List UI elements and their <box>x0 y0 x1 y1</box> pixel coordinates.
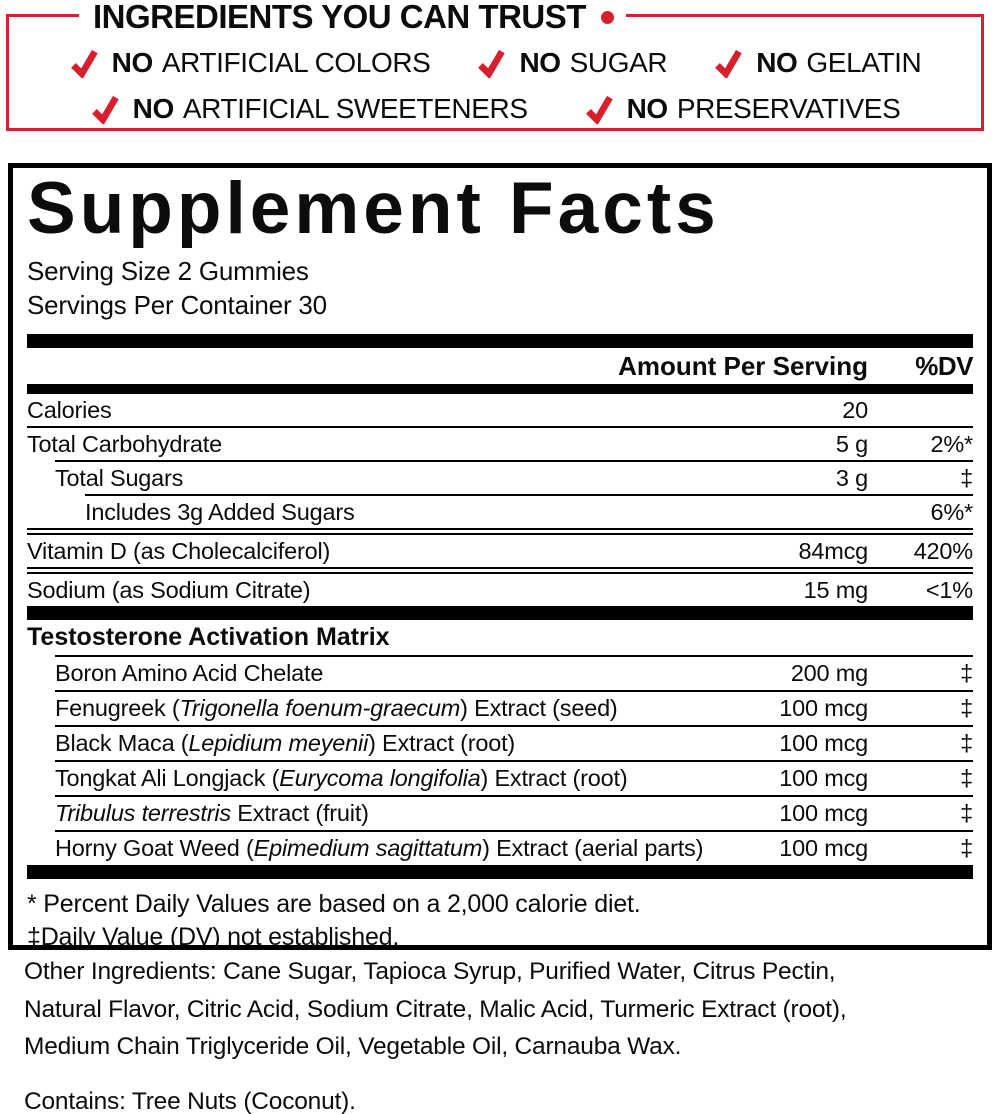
fact-dv: ‡ <box>960 695 973 721</box>
fact-row-added-sugars <box>27 496 973 528</box>
supplement-facts-panel <box>8 163 992 950</box>
thick-rule <box>27 334 973 348</box>
fact-amount: 84mcg <box>798 537 868 564</box>
trust-banner-box <box>6 0 984 131</box>
fact-dv: ‡ <box>960 730 973 756</box>
other-ingredients-line: Other Ingredients: Cane Sugar, Tapioca Syrup, Purified Water, Citrus Pectin, <box>24 958 836 985</box>
supplement-facts-title: Supplement Facts <box>27 168 720 249</box>
thick-rule <box>27 865 973 879</box>
servings-per-container: Servings Per Container 30 <box>27 290 327 320</box>
checkmark-icon <box>89 93 122 124</box>
footnote-dv: * Percent Daily Values are based on a 2,000 calorie diet. <box>27 890 641 918</box>
checkmark-icon <box>68 47 101 78</box>
contains-statement: Contains: Tree Nuts (Coconut). <box>24 1087 356 1114</box>
fact-label: Includes 3g Added Sugars <box>85 498 355 525</box>
other-ingredients-line: Medium Chain Triglyceride Oil, Vegetable Oil, Carnauba Wax. <box>24 1033 682 1060</box>
fact-label: Calories <box>27 396 112 423</box>
fact-label: Sodium (as Sodium Citrate) <box>27 576 311 603</box>
trust-item-text: PRESERVATIVES <box>676 93 901 124</box>
fact-amount: 100 mcg <box>779 835 868 861</box>
trust-item-text: GELATIN <box>806 47 922 78</box>
percent-dv-header: %DV <box>915 350 973 381</box>
fact-dv: ‡ <box>960 765 973 791</box>
matrix-row-fenugreek <box>27 692 973 725</box>
fact-dv: 420% <box>913 537 973 564</box>
no-label: NO <box>519 47 561 78</box>
trust-item-preservatives <box>584 93 901 125</box>
trust-item-gelatin <box>713 47 921 79</box>
fact-dv: ‡ <box>960 835 973 861</box>
trust-row-1 <box>9 47 981 79</box>
trust-item-sugar <box>476 47 667 79</box>
matrix-row-tribulus <box>27 797 973 830</box>
fact-dv: 6%* <box>930 498 973 525</box>
fact-label: Boron Amino Acid Chelate <box>55 660 324 686</box>
fact-dv: ‡ <box>960 464 973 491</box>
matrix-row-tongkat-ali <box>27 762 973 795</box>
fact-dv: ‡ <box>960 800 973 826</box>
amount-per-serving-header: Amount Per Serving <box>618 350 868 381</box>
fact-row-vitamin-d <box>27 535 973 567</box>
no-label: NO <box>111 47 153 78</box>
fact-amount: 100 mcg <box>779 730 868 756</box>
matrix-row-boron <box>27 657 973 690</box>
trust-item-artificial-sweeteners <box>90 93 528 125</box>
fact-label: Tribulus terrestris Extract (fruit) <box>55 800 369 826</box>
checkmark-icon <box>712 47 745 78</box>
other-ingredients-section <box>24 953 986 1114</box>
no-label: NO <box>626 93 668 124</box>
fact-label: Total Carbohydrate <box>27 430 222 457</box>
fact-amount: 100 mcg <box>779 800 868 826</box>
trust-row-2 <box>9 93 981 125</box>
fact-amount: 100 mcg <box>779 765 868 791</box>
other-ingredients-line: Natural Flavor, Citric Acid, Sodium Citrate, Malic Acid, Turmeric Extract (root), <box>24 995 847 1023</box>
trust-item-text: ARTIFICIAL COLORS <box>161 47 431 78</box>
trust-banner-title-text: INGREDIENTS YOU CAN TRUST <box>93 0 586 35</box>
fact-dv: <1% <box>925 576 973 603</box>
fact-label: Horny Goat Weed (Epimedium sagittatum) Extract (aerial parts) <box>55 835 704 861</box>
trust-banner-title <box>79 0 626 38</box>
fact-label: Total Sugars <box>55 464 184 491</box>
fact-amount: 15 mg <box>803 576 868 603</box>
fact-amount: 5 g <box>835 430 868 457</box>
fact-amount: 20 <box>842 396 868 423</box>
facts-header-row <box>27 348 973 384</box>
no-label: NO <box>756 47 798 78</box>
double-rule <box>27 528 973 535</box>
fact-label: Vitamin D (as Cholecalciferol) <box>27 537 331 564</box>
serving-size: Serving Size 2 Gummies <box>27 256 309 286</box>
fact-row-total-carbohydrate <box>27 428 973 460</box>
no-label: NO <box>132 93 174 124</box>
trust-item-text: ARTIFICIAL SWEETENERS <box>182 93 528 124</box>
matrix-row-horny-goat-weed <box>27 832 973 865</box>
thick-rule <box>27 384 973 394</box>
checkmark-icon <box>583 93 616 124</box>
matrix-row-black-maca <box>27 727 973 760</box>
fact-label: Tongkat Ali Longjack (Eurycoma longifolia) Extract (root) <box>55 765 628 791</box>
matrix-title: Testosterone Activation Matrix <box>27 623 390 651</box>
fact-amount: 100 mcg <box>779 695 868 721</box>
fact-row-total-sugars <box>27 462 973 494</box>
fact-amount: 200 mg <box>790 660 868 686</box>
fact-label: Fenugreek (Trigonella foenum-graecum) Extract (seed) <box>55 695 618 721</box>
trust-item-text: SUGAR <box>569 47 668 78</box>
fact-label: Black Maca (Lepidium meyenii) Extract (root) <box>55 730 516 756</box>
red-dot-icon <box>601 11 614 24</box>
fact-dv: 2%* <box>930 430 973 457</box>
footnote-dagger: ‡Daily Value (DV) not established. <box>27 923 400 951</box>
fact-row-calories <box>27 394 973 426</box>
fact-row-sodium <box>27 574 973 606</box>
fact-dv: ‡ <box>960 660 973 686</box>
thick-rule <box>27 606 973 620</box>
fact-amount: 3 g <box>835 464 868 491</box>
double-rule <box>27 567 973 574</box>
trust-item-artificial-colors <box>69 47 431 79</box>
checkmark-icon <box>475 47 508 78</box>
